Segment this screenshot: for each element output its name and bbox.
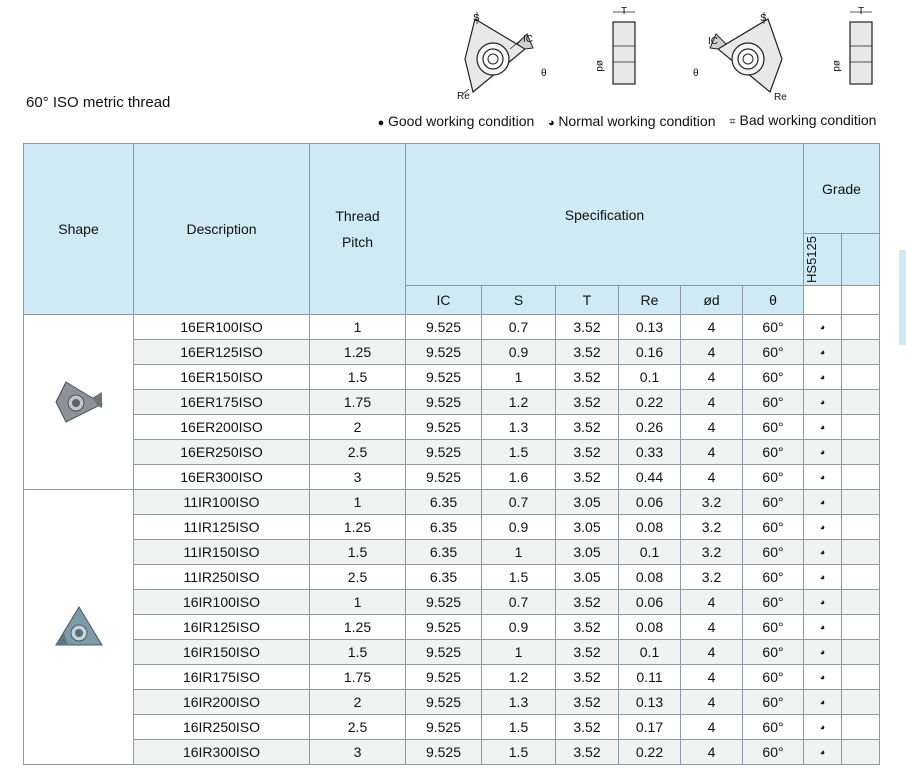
page-title: 60° ISO metric thread xyxy=(26,94,171,111)
internal-insert-diagram xyxy=(690,4,800,104)
cell-re: 0.06 xyxy=(619,590,681,615)
header-re: Re xyxy=(619,286,681,315)
cell-pitch: 2 xyxy=(310,415,406,440)
cell-pitch: 1.75 xyxy=(310,665,406,690)
header-grade-empty xyxy=(842,234,880,286)
header-theta: θ xyxy=(743,286,804,315)
side-tab xyxy=(899,250,906,345)
cell-re: 0.22 xyxy=(619,740,681,765)
cell-theta: 60° xyxy=(743,715,804,740)
cell-s: 1.5 xyxy=(482,715,556,740)
cell-od: 4 xyxy=(681,740,743,765)
cell-grade-empty xyxy=(842,340,880,365)
cell-desc: 16IR300ISO xyxy=(134,740,310,765)
cell-grade-empty xyxy=(842,565,880,590)
cell-od: 3.2 xyxy=(681,565,743,590)
internal-insert-side-diagram xyxy=(820,4,880,104)
diagram-label-s: S xyxy=(473,13,480,24)
cell-t: 3.52 xyxy=(556,740,619,765)
cell-od: 4 xyxy=(681,665,743,690)
cell-t: 3.52 xyxy=(556,615,619,640)
cell-pitch: 2.5 xyxy=(310,565,406,590)
cell-t: 3.52 xyxy=(556,590,619,615)
cell-grade: ◕ xyxy=(804,315,842,340)
cell-theta: 60° xyxy=(743,440,804,465)
cell-desc: 16IR100ISO xyxy=(134,590,310,615)
cell-re: 0.08 xyxy=(619,615,681,640)
diagram-label-t: T xyxy=(621,6,628,17)
shape-cell xyxy=(24,490,134,765)
cell-desc: 16ER300ISO xyxy=(134,465,310,490)
cell-theta: 60° xyxy=(743,615,804,640)
table-row xyxy=(24,740,880,765)
header-grade-filler xyxy=(842,286,880,315)
cell-theta: 60° xyxy=(743,465,804,490)
cell-grade-empty xyxy=(842,740,880,765)
cell-od: 3.2 xyxy=(681,515,743,540)
cell-ic: 9.525 xyxy=(406,615,482,640)
cell-desc: 16IR125ISO xyxy=(134,615,310,640)
cell-ic: 9.525 xyxy=(406,390,482,415)
cell-grade-empty xyxy=(842,415,880,440)
cell-grade: ◕ xyxy=(804,615,842,640)
cell-grade-empty xyxy=(842,665,880,690)
cell-pitch: 1.5 xyxy=(310,365,406,390)
cell-grade-empty xyxy=(842,690,880,715)
header-description: Description xyxy=(134,144,310,315)
header-shape: Shape xyxy=(24,144,134,315)
cell-s: 0.9 xyxy=(482,515,556,540)
cell-re: 0.1 xyxy=(619,640,681,665)
cell-re: 0.1 xyxy=(619,365,681,390)
cell-grade-empty xyxy=(842,590,880,615)
cell-s: 1.5 xyxy=(482,740,556,765)
cell-theta: 60° xyxy=(743,515,804,540)
cell-theta: 60° xyxy=(743,565,804,590)
insert-table xyxy=(23,143,880,765)
cell-grade: ◕ xyxy=(804,490,842,515)
cell-od: 4 xyxy=(681,365,743,390)
cell-desc: 16IR175ISO xyxy=(134,665,310,690)
cell-re: 0.08 xyxy=(619,565,681,590)
cell-grade: ◕ xyxy=(804,590,842,615)
cell-theta: 60° xyxy=(743,590,804,615)
cell-re: 0.22 xyxy=(619,390,681,415)
cell-t: 3.52 xyxy=(556,340,619,365)
cell-od: 4 xyxy=(681,715,743,740)
cell-s: 1.2 xyxy=(482,665,556,690)
cell-grade-empty xyxy=(842,615,880,640)
cell-grade: ◕ xyxy=(804,465,842,490)
cell-pitch: 1.5 xyxy=(310,640,406,665)
cell-ic: 9.525 xyxy=(406,665,482,690)
cell-desc: 16ER100ISO xyxy=(134,315,310,340)
cell-re: 0.13 xyxy=(619,690,681,715)
cell-t: 3.05 xyxy=(556,490,619,515)
cell-t: 3.52 xyxy=(556,365,619,390)
cell-re: 0.11 xyxy=(619,665,681,690)
cell-theta: 60° xyxy=(743,665,804,690)
cell-t: 3.52 xyxy=(556,390,619,415)
cell-theta: 60° xyxy=(743,340,804,365)
cell-grade-empty xyxy=(842,640,880,665)
cell-ic: 6.35 xyxy=(406,565,482,590)
cell-t: 3.52 xyxy=(556,440,619,465)
cell-grade: ◕ xyxy=(804,440,842,465)
cell-grade-empty xyxy=(842,440,880,465)
cell-s: 1.3 xyxy=(482,415,556,440)
cell-s: 0.9 xyxy=(482,340,556,365)
table-body xyxy=(24,315,880,765)
table-row xyxy=(24,590,880,615)
cell-ic: 9.525 xyxy=(406,340,482,365)
cell-ic: 9.525 xyxy=(406,740,482,765)
cell-s: 0.7 xyxy=(482,490,556,515)
cell-t: 3.05 xyxy=(556,515,619,540)
diagram-label-ic: IC xyxy=(523,34,533,45)
cell-ic: 9.525 xyxy=(406,640,482,665)
cell-grade: ◕ xyxy=(804,690,842,715)
table-row xyxy=(24,690,880,715)
cell-t: 3.52 xyxy=(556,415,619,440)
shape-cell xyxy=(24,315,134,490)
cell-grade-empty xyxy=(842,540,880,565)
cell-ic: 9.525 xyxy=(406,465,482,490)
cell-grade-empty xyxy=(842,715,880,740)
cell-theta: 60° xyxy=(743,415,804,440)
cell-grade: ◕ xyxy=(804,640,842,665)
cell-t: 3.52 xyxy=(556,715,619,740)
cell-theta: 60° xyxy=(743,690,804,715)
normal-condition-icon: ◕ xyxy=(547,116,555,129)
cell-grade: ◕ xyxy=(804,515,842,540)
cell-ic: 9.525 xyxy=(406,590,482,615)
external-insert-diagram xyxy=(455,4,560,104)
table-row xyxy=(24,365,880,390)
header-ic: IC xyxy=(406,286,482,315)
legend-good: ● Good working condition xyxy=(377,112,535,129)
bad-condition-icon: ⌗ xyxy=(729,116,736,128)
cell-s: 0.7 xyxy=(482,315,556,340)
cell-od: 4 xyxy=(681,415,743,440)
cell-theta: 60° xyxy=(743,365,804,390)
cell-od: 4 xyxy=(681,590,743,615)
table-row xyxy=(24,465,880,490)
diagram-label-od: ød xyxy=(594,60,605,72)
cell-re: 0.1 xyxy=(619,540,681,565)
cell-od: 4 xyxy=(681,640,743,665)
table-row xyxy=(24,315,880,340)
cell-pitch: 1.5 xyxy=(310,540,406,565)
diagram-label-od: ød xyxy=(831,60,842,72)
diagram-label-t: T xyxy=(858,6,865,17)
cell-grade-empty xyxy=(842,315,880,340)
cell-ic: 9.525 xyxy=(406,365,482,390)
cell-re: 0.13 xyxy=(619,315,681,340)
table-row xyxy=(24,665,880,690)
cell-re: 0.44 xyxy=(619,465,681,490)
cell-theta: 60° xyxy=(743,390,804,415)
table-row xyxy=(24,340,880,365)
external-insert-side-diagram xyxy=(583,4,643,104)
cell-t: 3.52 xyxy=(556,465,619,490)
table-row xyxy=(24,490,880,515)
cell-s: 1 xyxy=(482,365,556,390)
header-specification: Specification xyxy=(406,144,804,286)
cell-re: 0.26 xyxy=(619,415,681,440)
diagram-label-theta: θ xyxy=(693,68,699,79)
cell-desc: 16ER250ISO xyxy=(134,440,310,465)
cell-desc: 16IR150ISO xyxy=(134,640,310,665)
cell-od: 3.2 xyxy=(681,490,743,515)
cell-ic: 9.525 xyxy=(406,315,482,340)
cell-grade: ◕ xyxy=(804,390,842,415)
header-thread-pitch: Thread Pitch xyxy=(310,144,406,315)
diagram-label-s: S xyxy=(760,13,767,24)
insert-table-wrap xyxy=(23,143,880,765)
cell-ic: 9.525 xyxy=(406,415,482,440)
header-grade: Grade xyxy=(804,144,880,234)
cell-s: 1.3 xyxy=(482,690,556,715)
cell-pitch: 2.5 xyxy=(310,440,406,465)
cell-theta: 60° xyxy=(743,640,804,665)
cell-re: 0.16 xyxy=(619,340,681,365)
cell-od: 4 xyxy=(681,465,743,490)
cell-theta: 60° xyxy=(743,740,804,765)
table-row xyxy=(24,565,880,590)
cell-pitch: 1.25 xyxy=(310,615,406,640)
cell-desc: 16ER175ISO xyxy=(134,390,310,415)
cell-ic: 6.35 xyxy=(406,540,482,565)
cell-ic: 9.525 xyxy=(406,690,482,715)
cell-od: 4 xyxy=(681,340,743,365)
cell-s: 1 xyxy=(482,640,556,665)
cell-s: 0.7 xyxy=(482,590,556,615)
cell-pitch: 1 xyxy=(310,590,406,615)
cell-s: 1.6 xyxy=(482,465,556,490)
cell-grade-empty xyxy=(842,490,880,515)
cell-desc: 16ER200ISO xyxy=(134,415,310,440)
cell-pitch: 1 xyxy=(310,490,406,515)
cell-od: 4 xyxy=(681,390,743,415)
cell-od: 4 xyxy=(681,690,743,715)
cell-s: 1 xyxy=(482,540,556,565)
internal-thread-insert-icon xyxy=(24,603,133,651)
cell-grade-empty xyxy=(842,465,880,490)
legend xyxy=(376,112,876,129)
cell-grade-empty xyxy=(842,365,880,390)
external-thread-insert-icon xyxy=(24,378,133,426)
cell-pitch: 1.25 xyxy=(310,340,406,365)
cell-grade: ◕ xyxy=(804,340,842,365)
cell-ic: 6.35 xyxy=(406,515,482,540)
cell-s: 0.9 xyxy=(482,615,556,640)
cell-ic: 6.35 xyxy=(406,490,482,515)
cell-grade-empty xyxy=(842,515,880,540)
diagram-label-re: Re xyxy=(457,91,470,102)
cell-theta: 60° xyxy=(743,490,804,515)
header-s: S xyxy=(482,286,556,315)
good-condition-icon: ● xyxy=(377,116,385,129)
diagram-label-ic: IC xyxy=(708,36,718,47)
cell-t: 3.52 xyxy=(556,690,619,715)
table-row xyxy=(24,415,880,440)
legend-bad: ⌗ Bad working condition xyxy=(729,112,877,128)
cell-od: 4 xyxy=(681,315,743,340)
header-grade-filler xyxy=(804,286,842,315)
cell-grade: ◕ xyxy=(804,740,842,765)
cell-pitch: 1.25 xyxy=(310,515,406,540)
table-row xyxy=(24,715,880,740)
cell-desc: 16IR200ISO xyxy=(134,690,310,715)
cell-theta: 60° xyxy=(743,540,804,565)
cell-theta: 60° xyxy=(743,315,804,340)
cell-re: 0.08 xyxy=(619,515,681,540)
cell-pitch: 3 xyxy=(310,740,406,765)
cell-pitch: 1.75 xyxy=(310,390,406,415)
cell-grade: ◕ xyxy=(804,540,842,565)
cell-od: 3.2 xyxy=(681,540,743,565)
cell-pitch: 3 xyxy=(310,465,406,490)
cell-pitch: 1 xyxy=(310,315,406,340)
cell-grade: ◕ xyxy=(804,565,842,590)
cell-grade: ◕ xyxy=(804,415,842,440)
cell-t: 3.52 xyxy=(556,315,619,340)
diagram-label-theta: θ xyxy=(541,68,547,79)
cell-s: 1.2 xyxy=(482,390,556,415)
cell-od: 4 xyxy=(681,440,743,465)
cell-grade: ◕ xyxy=(804,665,842,690)
cell-pitch: 2 xyxy=(310,690,406,715)
cell-desc: 11IR250ISO xyxy=(134,565,310,590)
table-row xyxy=(24,440,880,465)
header-od: ød xyxy=(681,286,743,315)
cell-grade-empty xyxy=(842,390,880,415)
header-grade-hs5125: HS5125 xyxy=(804,234,842,286)
diagram-label-re: Re xyxy=(774,92,787,103)
cell-t: 3.52 xyxy=(556,665,619,690)
cell-re: 0.17 xyxy=(619,715,681,740)
table-row xyxy=(24,390,880,415)
cell-re: 0.06 xyxy=(619,490,681,515)
cell-desc: 16ER125ISO xyxy=(134,340,310,365)
cell-s: 1.5 xyxy=(482,440,556,465)
cell-ic: 9.525 xyxy=(406,715,482,740)
cell-ic: 9.525 xyxy=(406,440,482,465)
table-row xyxy=(24,640,880,665)
cell-pitch: 2.5 xyxy=(310,715,406,740)
cell-t: 3.05 xyxy=(556,540,619,565)
legend-normal: ◕ Normal working condition xyxy=(547,112,716,129)
table-row xyxy=(24,540,880,565)
cell-grade: ◕ xyxy=(804,365,842,390)
cell-desc: 11IR125ISO xyxy=(134,515,310,540)
cell-desc: 16IR250ISO xyxy=(134,715,310,740)
cell-desc: 16ER150ISO xyxy=(134,365,310,390)
table-row xyxy=(24,615,880,640)
cell-t: 3.52 xyxy=(556,640,619,665)
header-t: T xyxy=(556,286,619,315)
table-row xyxy=(24,515,880,540)
cell-desc: 11IR100ISO xyxy=(134,490,310,515)
cell-od: 4 xyxy=(681,615,743,640)
cell-s: 1.5 xyxy=(482,565,556,590)
cell-grade: ◕ xyxy=(804,715,842,740)
cell-t: 3.05 xyxy=(556,565,619,590)
cell-desc: 11IR150ISO xyxy=(134,540,310,565)
cell-re: 0.33 xyxy=(619,440,681,465)
